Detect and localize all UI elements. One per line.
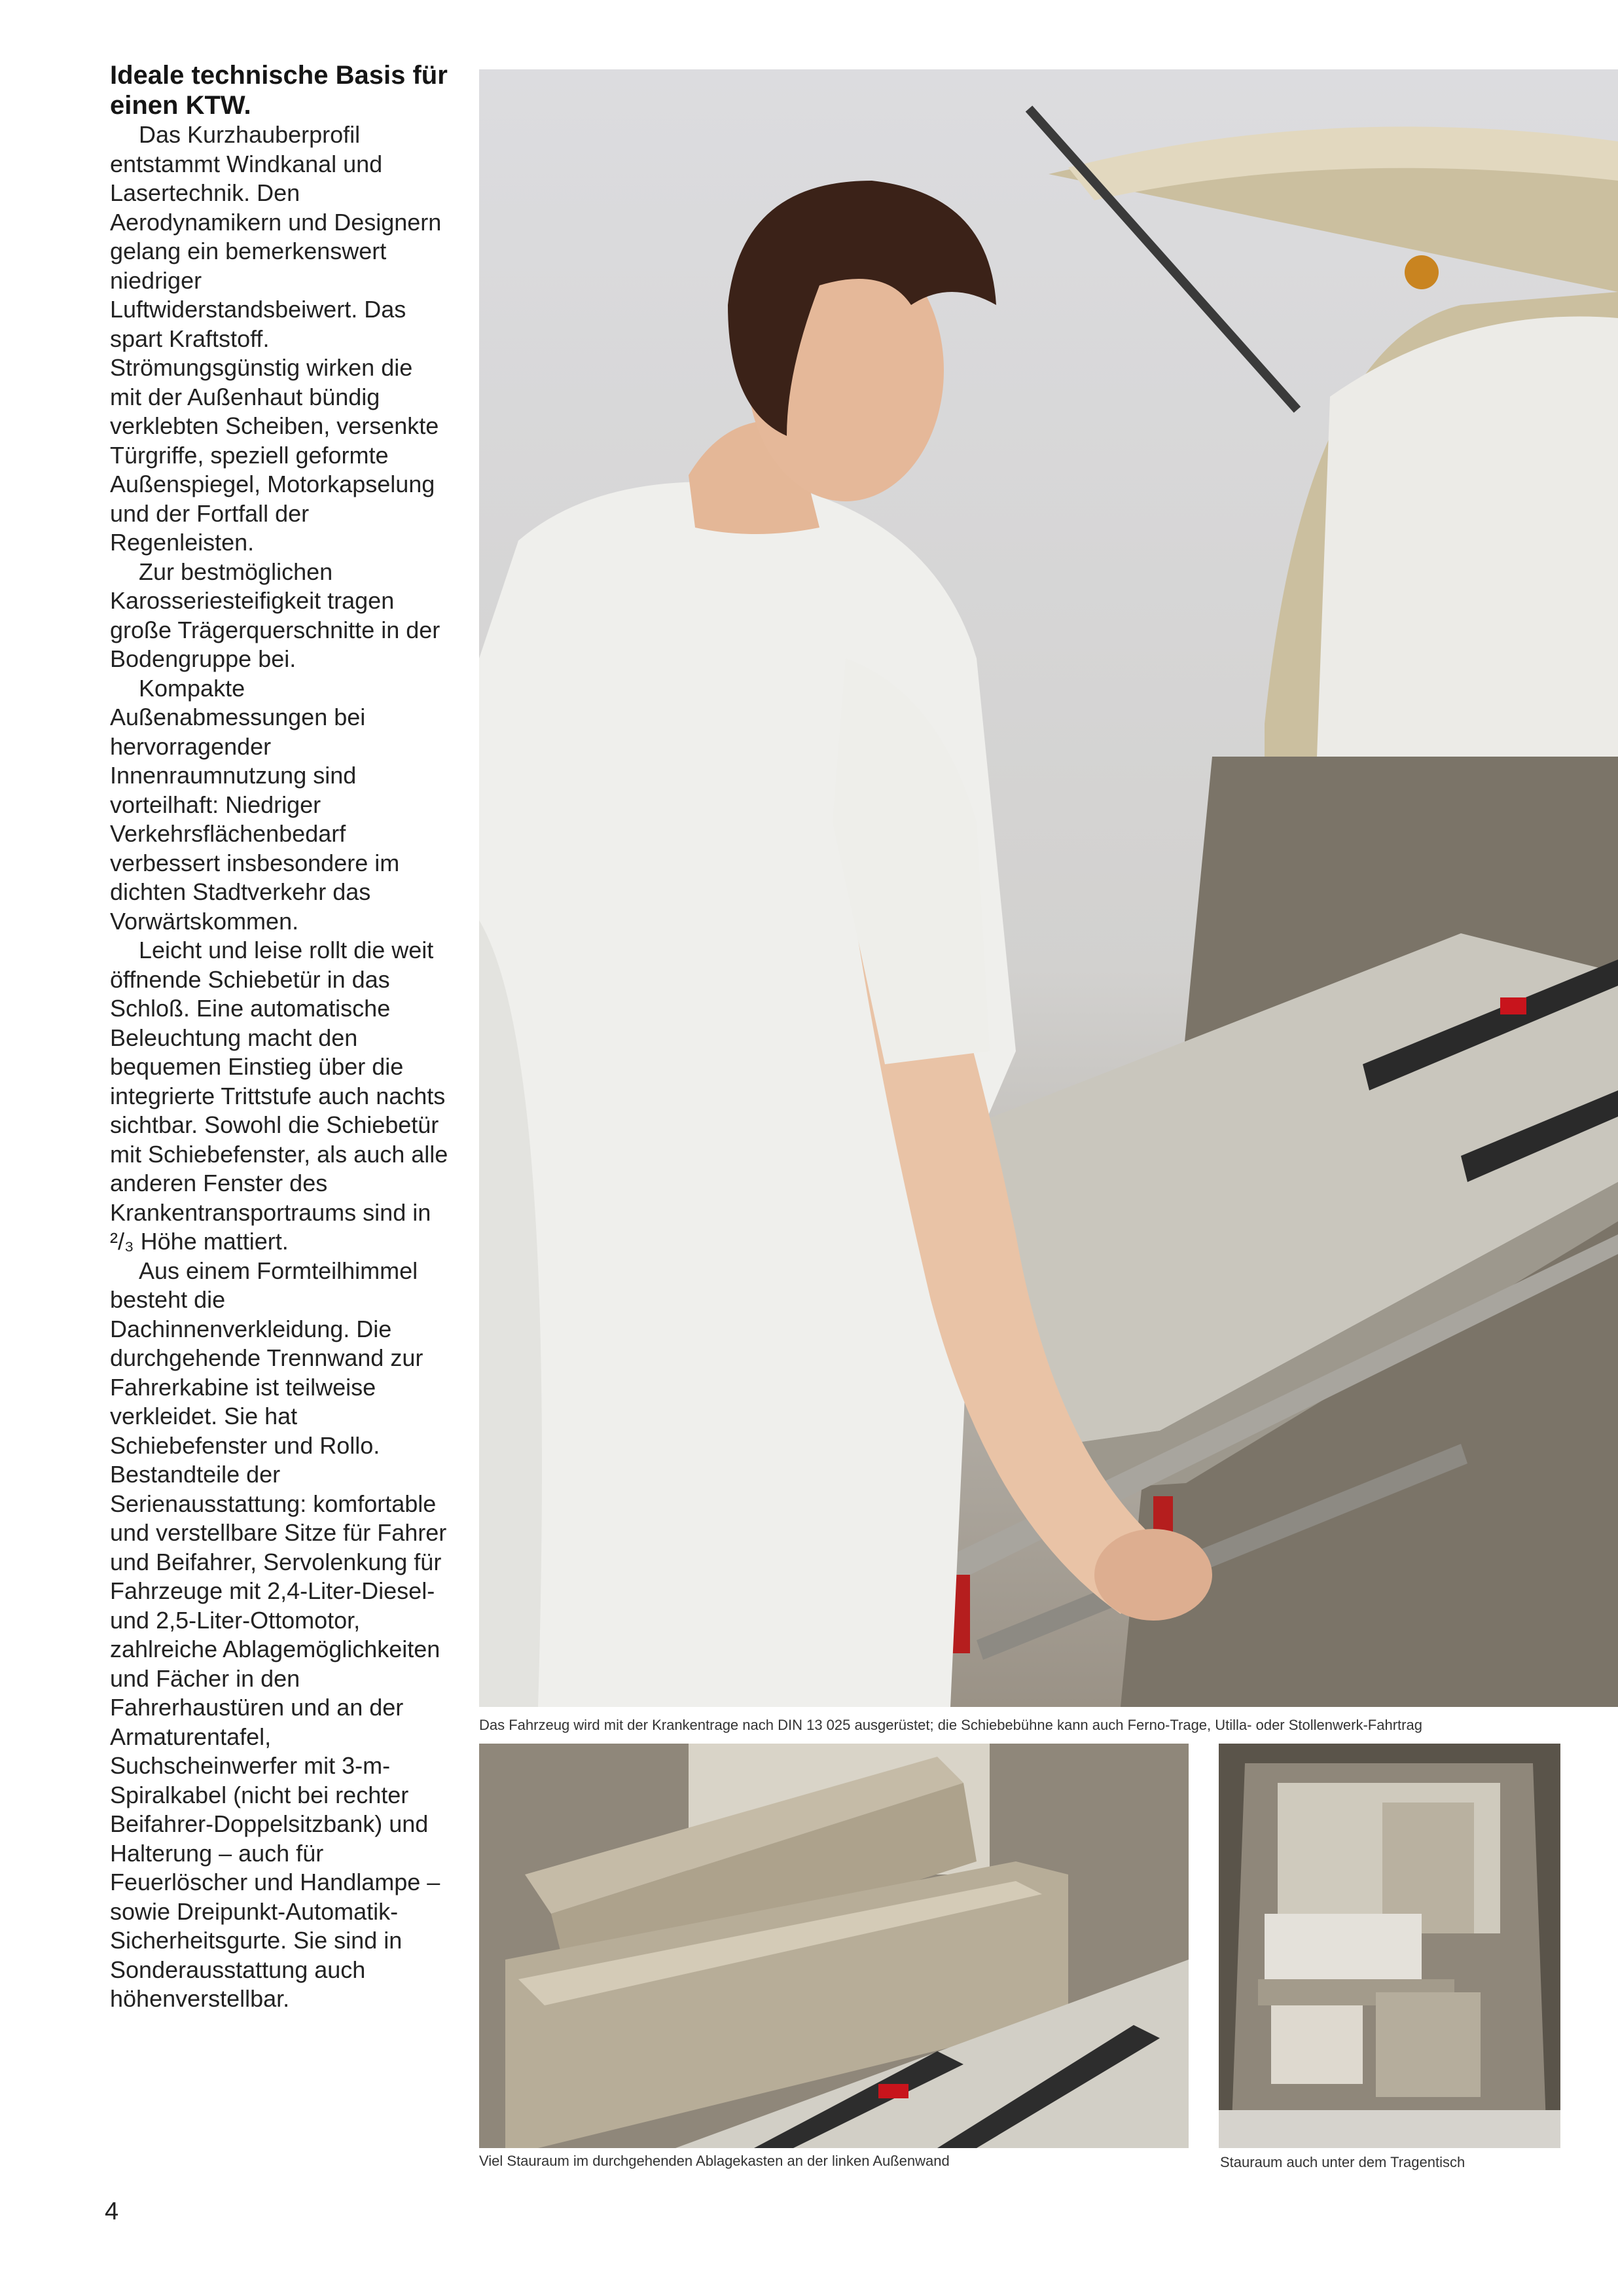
storage-box-photo xyxy=(479,1744,1189,2148)
under-stretcher-storage-caption: Stauraum auch unter dem Tragentisch xyxy=(1220,2154,1465,2170)
paragraph-4: Leicht und leise rollt die weit öffnende Schiebetür in das Schloß. Eine automatische Beleuchtung macht den bequemen Einstieg über die integrierte Trittstufe auch nachts sichtbar. Sowohl die Schiebetür mit Schiebefenster, als auch alle anderen Fenster des Krankentransportraums sind in ²/₃ Höhe mattiert. xyxy=(110,937,448,1255)
paragraph-1: Das Kurzhauberprofil entstammt Windkanal und Lasertechnik. Den Aerodynamikern und Designern gelang ein bemerkenswert niedriger Luftwiderstandsbeiwert. Das spart Kraftstoff. Strömungsgünstig wirken die mit der Außenhaut bündig verklebten Scheiben, versenkte Türgriffe, speziell geformte Außenspiegel, Motorkapselung und der Fortfall der Regenleisten. xyxy=(110,121,442,556)
under-stretcher-storage-photo xyxy=(1219,1744,1560,2148)
paragraph-5: Aus einem Formteilhimmel besteht die Dachinnenverkleidung. Die durchgehende Trennwand zur Fahrerkabine ist teilweise verkleidet. Sie hat Schiebefenster und Rollo. Bestandteile der Serienausstattung: komfortable und verstellbare Sitze für Fahrer und Beifahrer, Servolenkung für Fahrzeuge mit 2,4-Liter-Diesel- und 2,5-Liter-Ottomotor, zahlreiche Ablagemöglichkeiten und Fächer in den Fahrerhaustüren und an der Armaturentafel, Suchscheinwerfer mit 3-m-Spiralkabel (nicht bei rechter Beifahrer-Doppelsitzbank) und Halterung – auch für Feuerlöscher und Handlampe – sowie Dreipunkt-Automatik-Sicherheitsgurte. Sie sind in Sonderausstattung auch höhenverstellbar. xyxy=(110,1257,447,2012)
article-heading: Ideale technische Basis für einen KTW. xyxy=(110,61,448,120)
main-photo-caption: Das Fahrzeug wird mit der Krankentrage nach DIN 13 025 ausgerüstet; die Schiebebühne kann auch Ferno-Trage, Utilla- oder Stollenwerk-Fahrtrag xyxy=(479,1717,1422,1733)
page-number: 4 xyxy=(105,2198,119,2225)
paragraph-2: Zur bestmöglichen Karosseriesteifigkeit tragen große Trägerquerschnitte in der Bodengruppe bei. xyxy=(110,558,440,672)
article-text-column xyxy=(110,60,450,2014)
storage-box-caption: Viel Stauraum im durchgehenden Ablagekasten an der linken Außenwand xyxy=(479,2153,950,2169)
paragraph-3: Kompakte Außenabmessungen bei hervorragender Innenraumnutzung sind vorteilhaft: Niedriger Verkehrsflächenbedarf verbessert insbesondere im dichten Stadtverkehr das Vorwärtskommen. xyxy=(110,674,400,935)
main-photo-stretcher-loading xyxy=(479,69,1618,1707)
